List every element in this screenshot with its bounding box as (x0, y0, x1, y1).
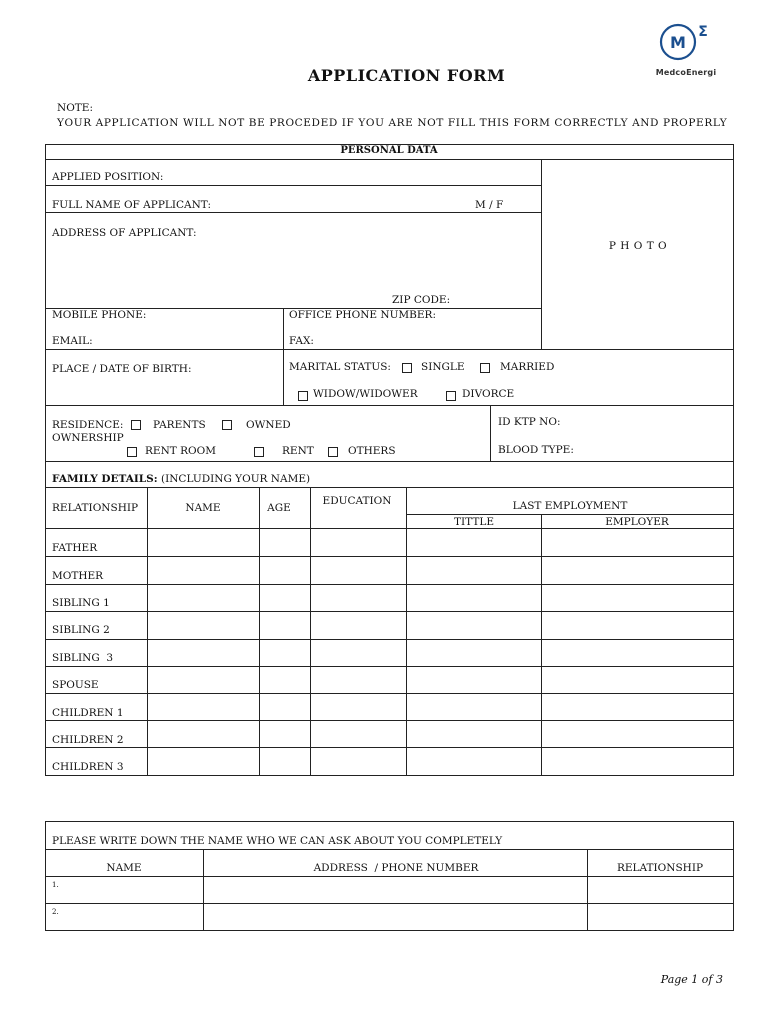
email-label: EMAIL: (52, 335, 93, 347)
column-header-employer: EMPLOYER (605, 516, 669, 528)
divider (45, 584, 734, 585)
divider (45, 212, 542, 213)
logo-sigma: Σ (698, 24, 708, 40)
reference-row-number: 2. (52, 908, 59, 916)
family-row-sibling-1: SIBLING 1 (52, 597, 110, 609)
logo-mark: M (670, 33, 686, 52)
divider (45, 349, 734, 350)
divider (45, 666, 734, 667)
zip-code-label: ZIP CODE: (392, 294, 451, 306)
references-title: PLEASE WRITE DOWN THE NAME WHO WE CAN ASK ABOUT YOU COMPLETELY (52, 835, 503, 847)
full-name-label: FULL NAME OF APPLICANT: (52, 199, 211, 211)
logo-text: MedcoEnergi (655, 68, 717, 77)
divider (45, 747, 734, 748)
widow-widower-checkbox[interactable] (298, 391, 308, 401)
divider (587, 849, 588, 931)
divider (259, 487, 260, 776)
divider (45, 849, 734, 850)
section-title-personal-data: PERSONAL DATA (340, 145, 438, 156)
divider (45, 159, 734, 160)
divider (45, 903, 734, 904)
blood-type-label: BLOOD TYPE: (498, 444, 574, 456)
rent-checkbox[interactable] (254, 447, 264, 457)
family-details-title-note: (INCLUDING YOUR NAME) (157, 473, 311, 485)
references-column-address-phone: ADDRESS / PHONE NUMBER (313, 862, 479, 874)
divider (203, 849, 204, 931)
parents-option-label: PARENTS (153, 419, 206, 431)
page-number: Page 1 of 3 (660, 973, 723, 986)
single-checkbox[interactable] (402, 363, 412, 373)
divider (45, 487, 734, 488)
married-option-label: MARRIED (500, 361, 555, 373)
divider (490, 405, 491, 461)
id-ktp-label: ID KTP NO: (498, 416, 561, 428)
note-text: YOUR APPLICATION WILL NOT BE PROCEDED IF YOU ARE NOT FILL THIS FORM CORRECTLY AND PROPERLY (57, 117, 728, 129)
column-header-last-employment: LAST EMPLOYMENT (512, 500, 628, 512)
residence-label: RESIDENCE: (52, 419, 124, 431)
others-option-label: OTHERS (348, 445, 396, 457)
office-phone-label: OFFICE PHONE NUMBER: (289, 309, 436, 321)
divider (541, 514, 542, 776)
family-row-children-2: CHILDREN 2 (52, 734, 124, 746)
applied-position-label: APPLIED POSITION: (52, 171, 164, 183)
divider (45, 720, 734, 721)
column-header-education: EDUCATION (322, 495, 392, 507)
family-row-children-3: CHILDREN 3 (52, 761, 124, 773)
references-column-name: NAME (106, 862, 142, 874)
ownership-label: OWNERSHIP (52, 432, 124, 444)
divider (541, 159, 542, 349)
divider (45, 876, 734, 877)
mobile-phone-label: MOBILE PHONE: (52, 309, 147, 321)
single-option-label: SINGLE (421, 361, 465, 373)
family-row-children-1: CHILDREN 1 (52, 707, 124, 719)
family-row-father: FATHER (52, 542, 98, 554)
widow-widower-option-label: WIDOW/WIDOWER (313, 388, 418, 400)
gender-label: M / F (475, 199, 504, 211)
divider (45, 693, 734, 694)
family-row-spouse: SPOUSE (52, 679, 99, 691)
column-header-age: AGE (267, 502, 291, 514)
divider (406, 514, 734, 515)
divider (45, 185, 542, 186)
family-details-title-bold: FAMILY DETAILS: (52, 473, 158, 485)
fax-label: FAX: (289, 335, 314, 347)
marital-status-label: MARITAL STATUS: (289, 361, 391, 373)
references-column-relationship: RELATIONSHIP (616, 862, 704, 874)
divider (45, 461, 734, 462)
divorce-option-label: DIVORCE (462, 388, 515, 400)
divider (283, 308, 284, 405)
form-title: APPLICATION FORM (307, 66, 506, 85)
divider (406, 487, 407, 776)
address-label: ADDRESS OF APPLICANT: (52, 227, 197, 239)
note-label: NOTE: (57, 102, 94, 114)
owned-option-label: OWNED (246, 419, 291, 431)
column-header-tittle: TITTLE (454, 516, 494, 528)
married-checkbox[interactable] (480, 363, 490, 373)
rent-room-option-label: RENT ROOM (145, 445, 216, 457)
parents-checkbox[interactable] (131, 420, 141, 430)
family-row-sibling-3: SIBLING 3 (52, 652, 114, 664)
divider (45, 528, 734, 529)
rent-room-checkbox[interactable] (127, 447, 137, 457)
divider (45, 405, 734, 406)
others-checkbox[interactable] (328, 447, 338, 457)
place-date-of-birth-label: PLACE / DATE OF BIRTH: (52, 363, 192, 375)
rent-option-label: RENT (282, 445, 314, 457)
divider (45, 611, 734, 612)
column-header-name: NAME (185, 502, 221, 514)
divider (310, 487, 311, 776)
owned-checkbox[interactable] (222, 420, 232, 430)
family-row-sibling-2: SIBLING 2 (52, 624, 110, 636)
divider (45, 556, 734, 557)
column-header-relationship: RELATIONSHIP (52, 502, 139, 514)
divorce-checkbox[interactable] (446, 391, 456, 401)
family-row-mother: MOTHER (52, 570, 104, 582)
reference-row-number: 1. (52, 881, 59, 889)
divider (147, 487, 148, 776)
family-details-title (52, 473, 310, 485)
photo-placeholder: P H O T O (608, 240, 668, 252)
divider (45, 639, 734, 640)
